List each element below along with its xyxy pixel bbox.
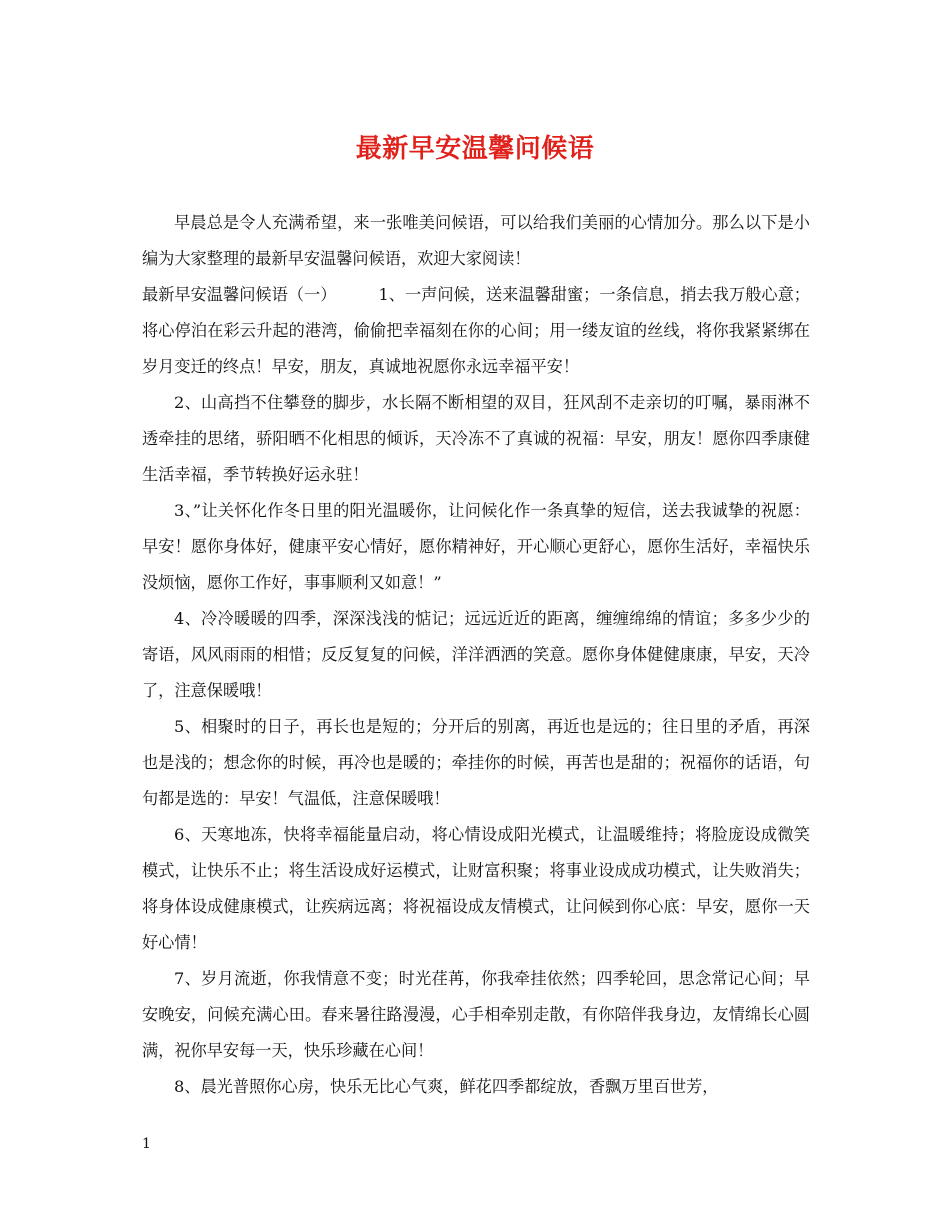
greeting-paragraph-1: 1、一声问候，送来温馨甜蜜；一条信息，捎去我万般心意；将心停泊在彩云升起的港湾，偷偷把幸福刻在你的心间；用一缕友谊的丝线，将你我紧紧绑在岁月变迁的终点！早安，朋友，真诚地祝愿你永远幸福平安！ xyxy=(142,285,810,376)
greeting-paragraph-7: 7、岁月流逝，你我情意不变；时光荏苒，你我牵挂依然；四季轮回，思念常记心间；早安晚安，问候充满心田。春来暑往路漫漫，心手相牵别走散，有你陪伴我身边，友情绵长心圆满，祝你早安每一天，快乐珍藏在心间！ xyxy=(142,969,810,1060)
greeting-paragraph-6: 6、天寒地冻，快将幸福能量启动，将心情设成阳光模式，让温暖维持；将脸庞设成微笑模式，让快乐不止；将生活设成好运模式，让财富积聚；将事业设成成功模式，让失败消失；将身体设成健康模式，让疾病远离；将祝福设成友情模式，让问候到你心底：早安，愿你一天好心情！ xyxy=(142,825,810,952)
section-heading: 最新早安温馨问候语（一） xyxy=(142,285,337,304)
document-body xyxy=(142,205,810,1105)
document-title: 最新早安温馨问候语 xyxy=(355,134,595,164)
section-first-paragraph xyxy=(142,277,810,385)
greeting-paragraph-5: 5、相聚时的日子，再长也是短的；分开后的别离，再近也是远的；往日里的矛盾，再深也是浅的；想念你的时候，再冷也是暖的；牵挂你的时候，再苦也是甜的；祝福你的话语，句句都是选的：早安！气温低，注意保暖哦！ xyxy=(142,717,810,808)
greeting-paragraph-4: 4、冷冷暖暖的四季，深深浅浅的惦记；远远近近的距离，缠缠绵绵的情谊；多多少少的寄语，风风雨雨的相惜；反反复复的问候，洋洋洒洒的笑意。愿你身体健健康康，早安，天冷了，注意保暖哦！ xyxy=(142,609,810,700)
greeting-paragraph-3: 3、”让关怀化作冬日里的阳光温暖你，让问候化作一条真挚的短信，送去我诚挚的祝愿：早安！愿你身体好，健康平安心情好，愿你精神好，开心顺心更舒心，愿你生活好，幸福快乐没烦恼，愿你工作好，事事顺利又如意！” xyxy=(142,501,810,592)
page-number: 1 xyxy=(142,1136,151,1152)
greeting-paragraph-8: 8、晨光普照你心房，快乐无比心气爽，鲜花四季都绽放，香飘万里百世芳， xyxy=(174,1077,719,1096)
intro-paragraph: 早晨总是令人充满希望，来一张唯美问候语，可以给我们美丽的心情加分。那么以下是小编为大家整理的最新早安温馨问候语，欢迎大家阅读！ xyxy=(142,213,810,268)
greeting-paragraph-2: 2、山高挡不住攀登的脚步，水长隔不断相望的双目，狂风刮不走亲切的叮嘱，暴雨淋不透牵挂的思绪，骄阳晒不化相思的倾诉，天冷冻不了真诚的祝福：早安，朋友！愿你四季康健生活幸福，季节转换好运永驻！ xyxy=(142,393,810,484)
